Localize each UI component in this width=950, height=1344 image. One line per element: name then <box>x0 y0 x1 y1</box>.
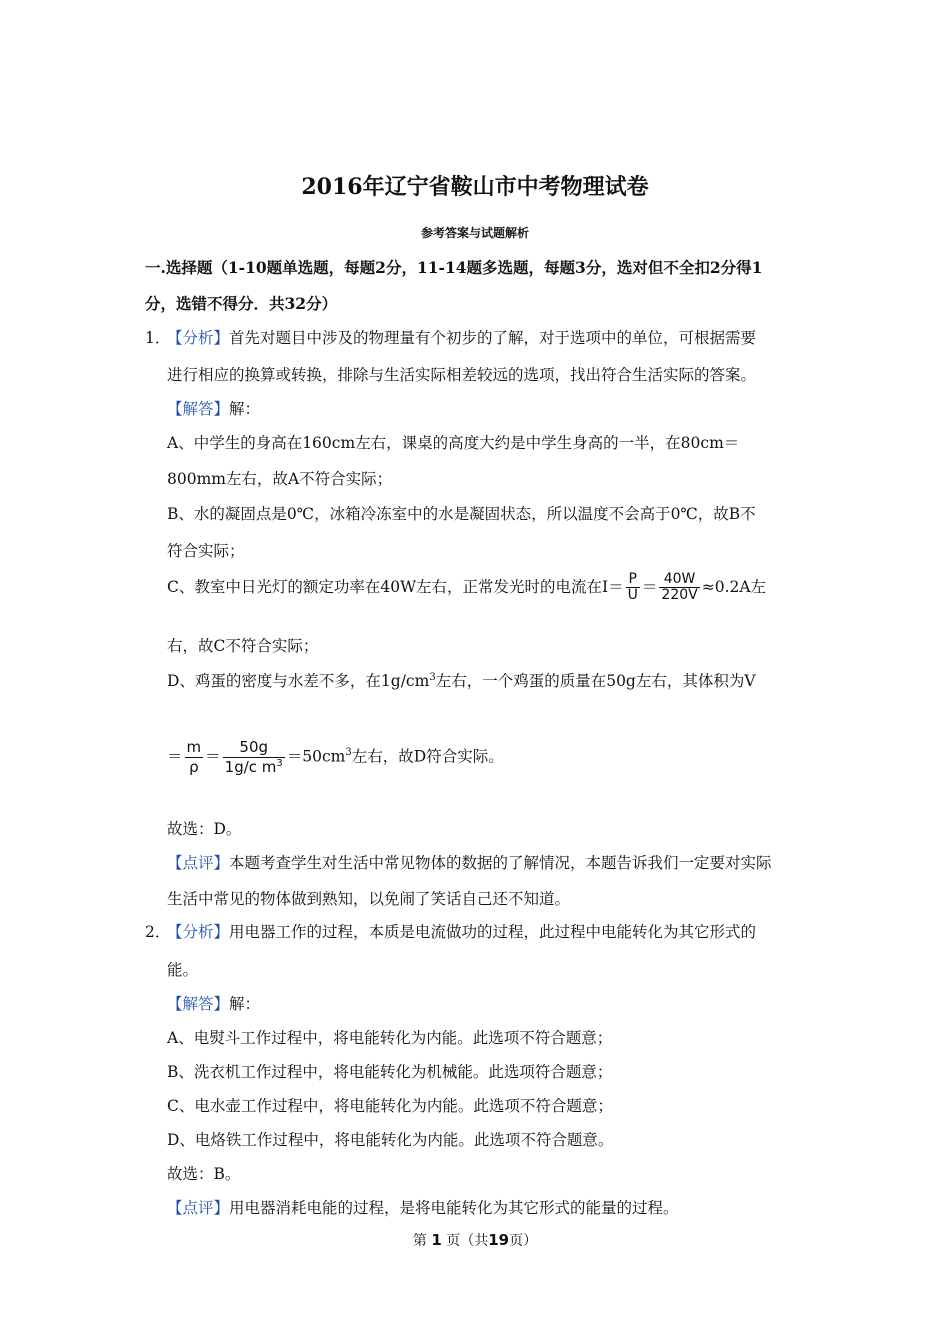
q1-c-fraction-values <box>659 572 699 604</box>
q1-answer-tag: 【解答】 <box>167 400 230 418</box>
q1-d-result-pre: ＝50cm <box>286 747 346 766</box>
q1-d-frac1-numerator: m <box>186 738 202 756</box>
footer-prefix: 第 <box>412 1233 427 1249</box>
q1-d-frac2-denominator-text: 1g/c m <box>224 757 277 776</box>
q1-c-text-post: ≈0.2A左 <box>701 577 767 596</box>
q2-analysis-line1 <box>167 920 756 942</box>
q2-option-c: C、电水壶工作过程中，将电能转化为内能。此选项不符合题意； <box>167 1097 613 1115</box>
q2-comment-line <box>167 1196 679 1218</box>
q1-option-a-line1: A、中学生的身高在160cm左右，课桌的高度大约是中学生身高的一半，在80cm＝ <box>167 434 740 452</box>
q1-c-frac2-denominator: 220V <box>661 587 698 604</box>
q1-analysis-text: 首先对题目中涉及的物理量有个初步的了解，对于选项中的单位，可根据需要 <box>229 329 757 347</box>
q2-analysis-tag: 【分析】 <box>167 923 230 941</box>
q1-d-fraction-m-rho <box>185 738 204 777</box>
q2-answer-text: 解： <box>229 995 261 1013</box>
q2-analysis-text: 用电器工作的过程，本质是电流做功的过程，此过程中电能转化为其它形式的 <box>229 923 757 941</box>
q1-option-c-line1 <box>167 572 766 604</box>
question-1-number: 1． <box>145 329 171 347</box>
q1-c-fraction-pu <box>626 572 640 604</box>
footer-total-pages: 19 <box>488 1231 510 1249</box>
section-heading-line2: 分，选错不得分．共32分） <box>145 294 338 313</box>
q1-d-frac1-denominator: ρ <box>189 757 199 776</box>
q2-option-d: D、电烙铁工作过程中，将电能转化为内能。此选项不符合题意。 <box>167 1131 614 1149</box>
q1-c-equals: ＝ <box>641 577 658 596</box>
q1-option-c-line2: 右，故C不符合实际； <box>167 637 319 655</box>
q1-analysis-line2: 进行相应的换算或转换，排除与生活实际相差较远的选项，找出符合生活实际的答案。 <box>167 366 757 384</box>
footer-middle: 页（共 <box>446 1233 489 1249</box>
q1-d-frac2-superscript: 3 <box>276 757 283 769</box>
q1-d-result-superscript: 3 <box>345 747 352 759</box>
q1-c-frac2-numerator: 40W <box>659 572 699 588</box>
q1-d-fraction-values <box>223 738 285 777</box>
q2-option-b: B、洗衣机工作过程中，将电能转化为机械能。此选项符合题意； <box>167 1063 613 1081</box>
q2-analysis-line2: 能。 <box>167 961 199 979</box>
q2-answer-line <box>167 992 260 1014</box>
q1-comment-tag: 【点评】 <box>167 854 230 872</box>
document-title: 2016年辽宁省鞍山市中考物理试卷 <box>301 174 649 200</box>
q1-choice: 故选：D。 <box>167 820 242 838</box>
q2-answer-tag: 【解答】 <box>167 995 230 1013</box>
q1-d-text-post: 左右，一个鸡蛋的质量在50g左右，其体积为V <box>435 672 756 690</box>
q1-comment-line1 <box>167 851 772 873</box>
footer-suffix: 页） <box>509 1233 538 1249</box>
q2-comment-text: 用电器消耗电能的过程，是将电能转化为其它形式的能量的过程。 <box>229 1199 679 1217</box>
q1-c-text-pre: C、教室中日光灯的额定功率在40W左右，正常发光时的电流在I＝ <box>167 577 624 596</box>
q2-comment-tag: 【点评】 <box>167 1199 230 1217</box>
q1-d-frac2-numerator: 50g <box>223 738 285 758</box>
q1-comment-text: 本题考查学生对生活中常见物体的数据的了解情况，本题告诉我们一定要对实际 <box>229 854 772 872</box>
footer-page-number: 1 <box>431 1231 442 1249</box>
q1-option-b-line1: B、水的凝固点是0℃，冰箱冷冻室中的水是凝固状态，所以温度不会高于0℃，故B不 <box>167 505 756 523</box>
page-footer <box>0 1230 950 1250</box>
q2-choice: 故选：B。 <box>167 1165 241 1183</box>
q1-option-a-line2: 800mm左右，故A不符合实际； <box>167 470 393 488</box>
q1-option-d-formula-line <box>167 738 504 777</box>
q1-analysis-tag: 【分析】 <box>167 329 230 347</box>
q1-d-equals-2: ＝ <box>205 747 221 766</box>
q1-c-frac1-denominator: U <box>627 587 638 604</box>
q1-d-frac2-denominator <box>223 758 285 777</box>
q1-d-equals-1: ＝ <box>167 747 183 766</box>
section-heading-line1: 一.选择题（1-10题单选题，每题2分，11-14题多选题，每题3分，选对但不全扣2分得1 <box>145 258 763 277</box>
q1-c-frac1-numerator: P <box>626 572 640 588</box>
question-2-number: 2． <box>145 923 171 941</box>
q1-answer-line <box>167 397 260 419</box>
q1-d-result-post: 左右，故D符合实际。 <box>351 747 504 766</box>
document-subtitle: 参考答案与试题解析 <box>420 226 529 240</box>
q2-option-a: A、电熨斗工作过程中，将电能转化为内能。此选项不符合题意； <box>167 1029 613 1047</box>
q1-d-text-pre: D、鸡蛋的密度与水差不多，在1g/cm <box>167 672 430 690</box>
q1-analysis-line1 <box>167 326 756 348</box>
q1-option-b-line2: 符合实际； <box>167 542 245 560</box>
q1-answer-text: 解： <box>229 400 261 418</box>
q1-comment-line2: 生活中常见的物体做到熟知，以免闹了笑话自己还不知道。 <box>167 890 571 908</box>
q1-d-superscript: 3 <box>429 671 436 683</box>
q1-option-d-line1 <box>167 669 756 691</box>
